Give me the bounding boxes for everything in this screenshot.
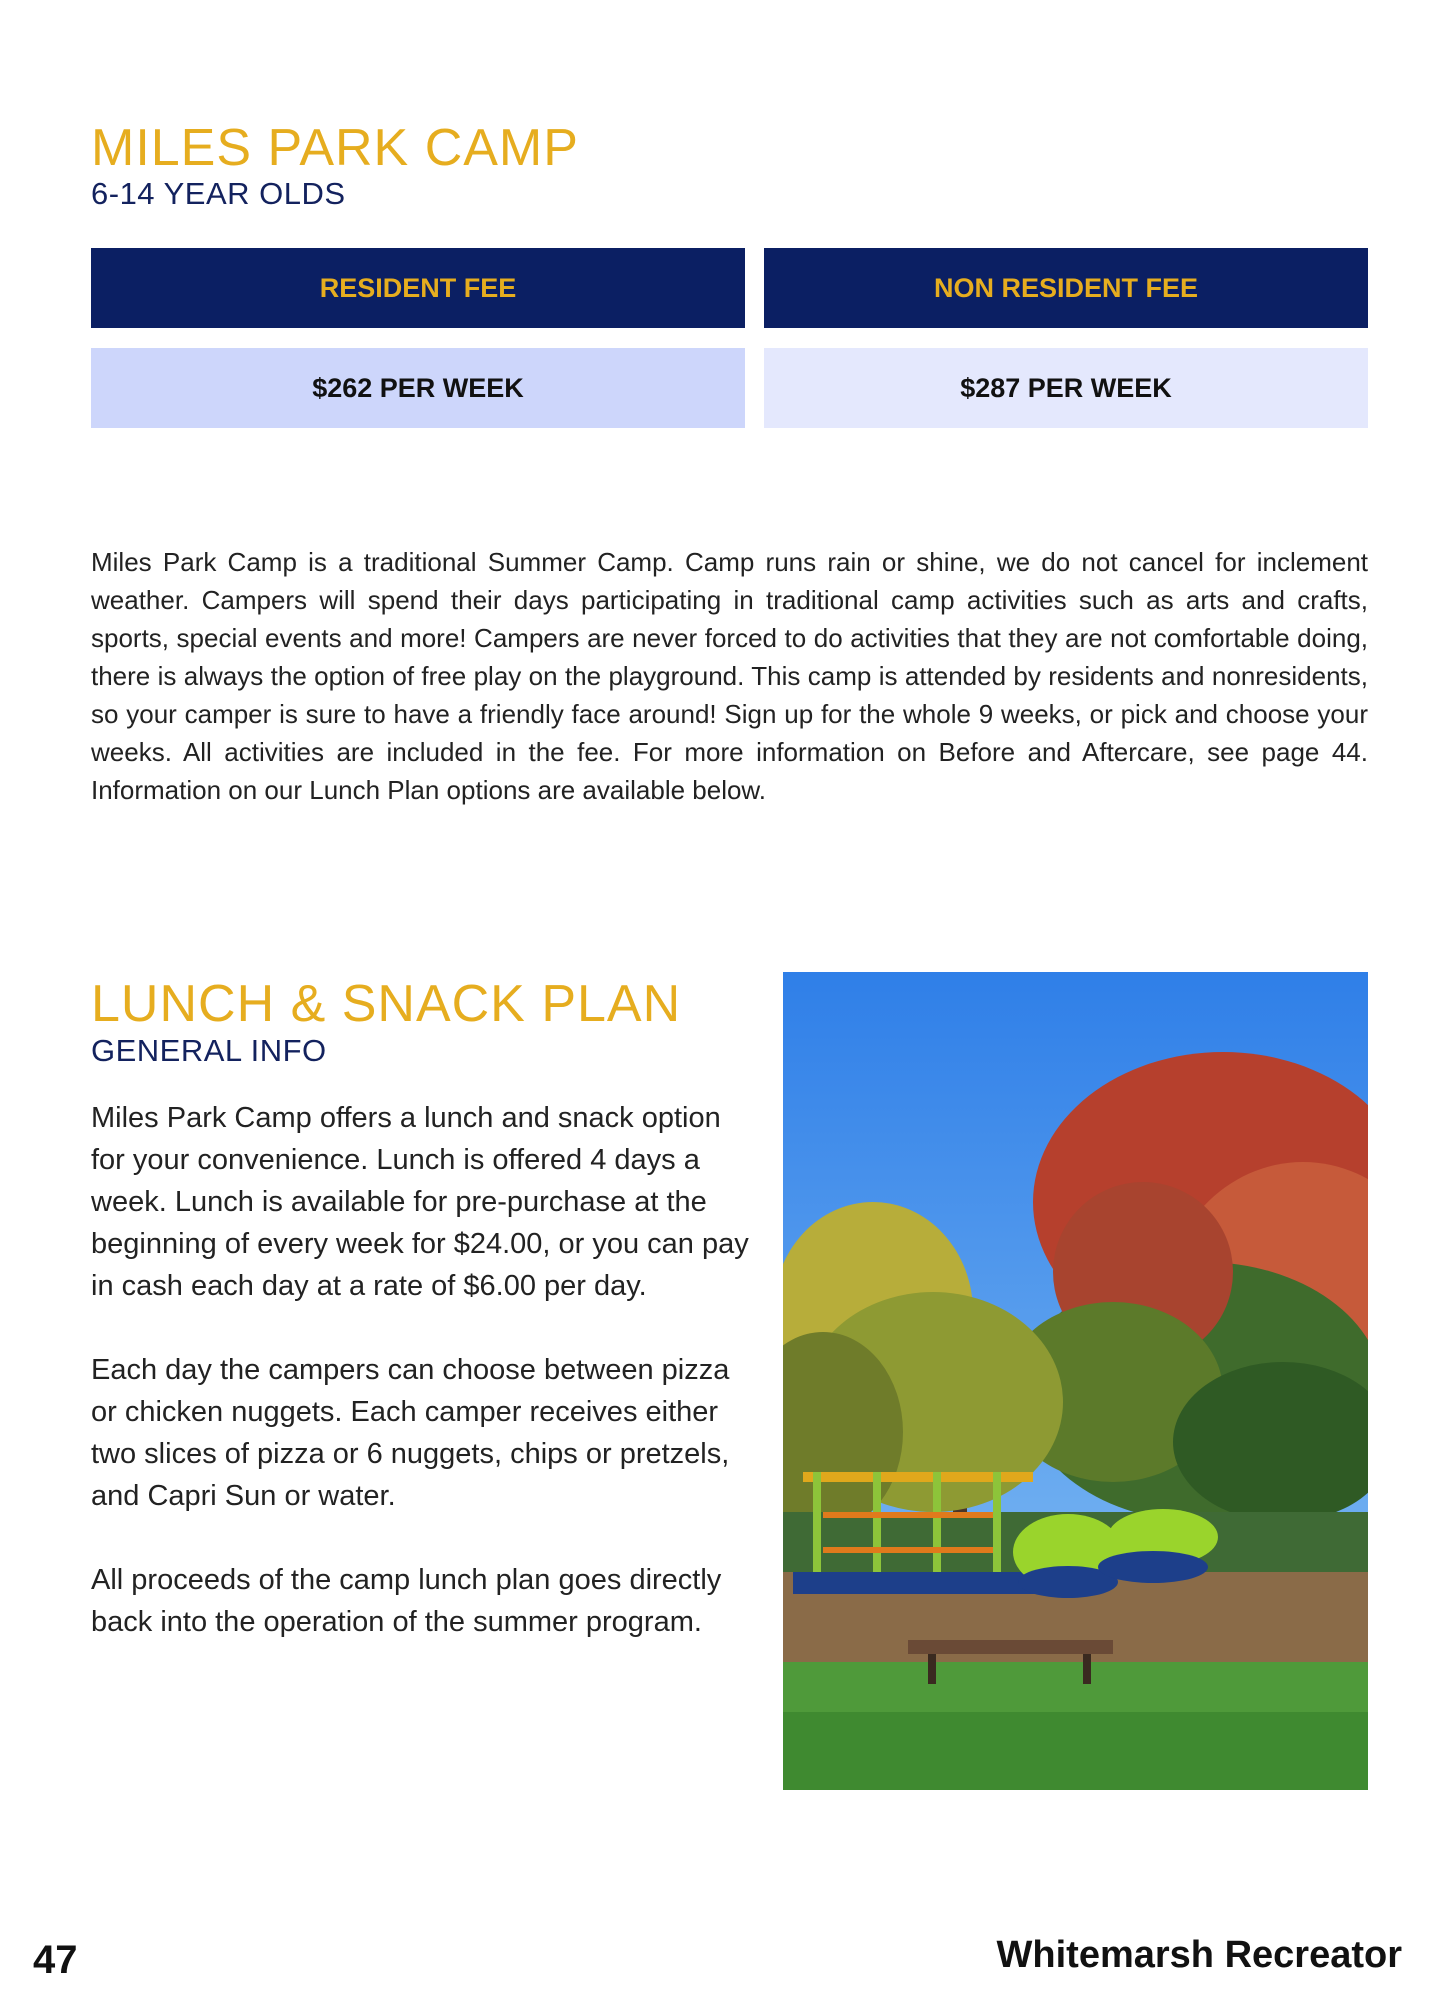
lunch-description xyxy=(91,1097,751,1685)
lunch-section-title: LUNCH & SNACK PLAN xyxy=(91,975,682,1033)
non-resident-fee-value: $287 PER WEEK xyxy=(764,348,1368,428)
age-range-subtitle: 6-14 YEAR OLDS xyxy=(91,176,346,211)
resident-fee-header: RESIDENT FEE xyxy=(91,248,745,328)
resident-fee-value: $262 PER WEEK xyxy=(91,348,745,428)
playground-illustration xyxy=(783,972,1368,1790)
lunch-paragraph: All proceeds of the camp lunch plan goes directly back into the operation of the summer program. xyxy=(91,1564,722,1638)
camp-description: Miles Park Camp is a traditional Summer Camp. Camp runs rain or shine, we do not cancel for inclement weather. Campers will spend their days participating in traditional camp activities such as arts and crafts, sports, special events and more! Campers are never forced to do activities that they are not comfortable doing, there is always the option of free play on the playground. This camp is attended by residents and nonresidents, so your camper is sure to have a friendly face around! Sign up for the whole 9 weeks, or pick and choose your weeks. All activities are included in the fee. For more information on Before and Aftercare, see page 44. Information on our Lunch Plan options are available below. xyxy=(91,547,1368,805)
lunch-paragraph: Each day the campers can choose between pizza or chicken nuggets. Each camper receives either two slices of pizza or 6 nuggets, chips or pretzels, and Capri Sun or water. xyxy=(91,1354,730,1512)
playground-photo xyxy=(783,972,1368,1790)
page-title: MILES PARK CAMP xyxy=(91,119,579,177)
non-resident-fee-header: NON RESIDENT FEE xyxy=(764,248,1368,328)
publication-name: Whitemarsh Recreator xyxy=(996,1934,1402,1976)
lunch-section-subtitle: GENERAL INFO xyxy=(91,1033,327,1068)
lunch-paragraph: Miles Park Camp offers a lunch and snack option for your convenience. Lunch is offered 4 days a week. Lunch is available for pre-purchase at the beginning of every week for $24.00, or you can pay in cash each day at a rate of $6.00 per day. xyxy=(91,1102,749,1302)
page-number: 47 xyxy=(33,1938,78,1982)
